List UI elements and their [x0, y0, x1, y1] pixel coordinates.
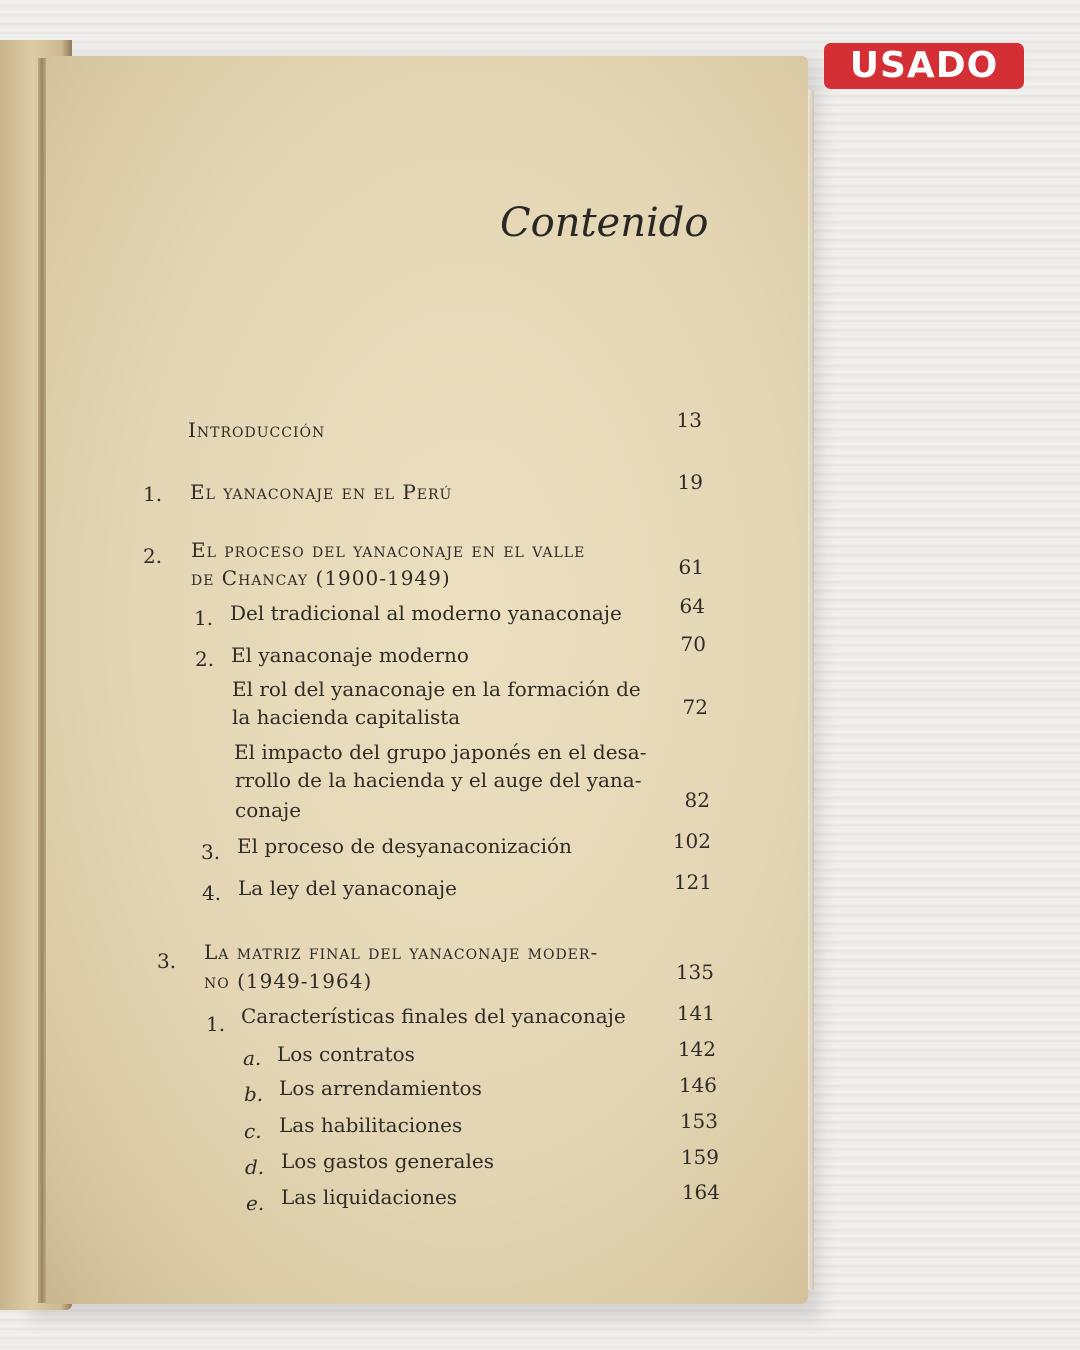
toc-section-number: 1.	[206, 1012, 226, 1036]
toc-page-number: 121	[673, 870, 712, 894]
toc-chapter-number: 2.	[143, 544, 163, 568]
toc-page-number: 164	[681, 1180, 720, 1204]
toc-page-number: 70	[680, 632, 706, 656]
toc-page-number: 141	[676, 1001, 715, 1025]
toc-chapter-number: 3.	[157, 949, 177, 973]
toc-section-number: 3.	[201, 840, 221, 864]
toc-page-number: 142	[677, 1037, 716, 1061]
toc-entry-section: Características finales del yanaconaje	[241, 1004, 626, 1028]
toc-page-number: 19	[677, 470, 703, 494]
toc-subsection-letter: b.	[244, 1082, 264, 1106]
toc-page-number: 13	[676, 408, 702, 432]
toc-entry-subsection: Las liquidaciones	[281, 1185, 458, 1209]
toc-section-number: 1.	[194, 606, 214, 630]
toc-entry-subsection-line-2: rrollo de la hacienda y el auge del yana-	[235, 768, 642, 792]
toc-page-number: 153	[679, 1109, 718, 1133]
toc-entry-subsection: Las habilitaciones	[279, 1113, 463, 1137]
toc-page-number: 64	[679, 594, 705, 618]
toc-entry-subsection-line-1: El rol del yanaconaje en la formación de	[232, 677, 641, 701]
used-badge: USADO	[824, 43, 1024, 89]
toc-entry-subsection: Los arrendamientos	[279, 1076, 482, 1100]
toc-entry-chapter-3-line-2: no (1949-1964)	[204, 969, 373, 993]
toc-page-number: 159	[680, 1145, 719, 1169]
toc-subsection-letter: e.	[246, 1191, 265, 1215]
toc-section-number: 2.	[195, 647, 215, 671]
toc-entry-chapter-2-line-1: El proceso del yanaconaje en el valle	[191, 538, 586, 562]
toc-entry-chapter-2-line-2: de Chancay (1900-1949)	[191, 566, 451, 590]
toc-entry-section: El proceso de desyanaconización	[237, 834, 572, 858]
toc-subsection-letter: c.	[244, 1119, 262, 1143]
toc-entry-chapter-1: El yanaconaje en el Perú	[190, 480, 453, 504]
toc-entry-section: La ley del yanaconaje	[238, 876, 457, 900]
toc-entry-subsection: Los contratos	[277, 1042, 415, 1066]
book-spine	[38, 58, 46, 1303]
toc-entry-subsection-line-3: conaje	[235, 798, 302, 822]
toc-entry-subsection-line-2: la hacienda capitalista	[232, 705, 461, 729]
toc-page-number: 82	[684, 788, 710, 812]
toc-page-number: 61	[678, 555, 704, 579]
toc-entry-chapter-3-line-1: La matriz final del yanaconaje moder-	[204, 940, 599, 964]
toc-entry-section: Del tradicional al moderno yanaconaje	[230, 601, 622, 625]
toc-entry-subsection: Los gastos generales	[281, 1149, 494, 1173]
toc-page-number: 72	[682, 695, 708, 719]
toc-chapter-number: 1.	[143, 482, 163, 506]
toc-entry-section: El yanaconaje moderno	[231, 643, 469, 667]
toc-entry-intro: Introducción	[188, 418, 326, 442]
toc-page-number: 135	[675, 960, 714, 984]
page-title: Contenido	[500, 200, 709, 246]
toc-entry-subsection-line-1: El impacto del grupo japonés en el desa-	[234, 740, 647, 764]
toc-subsection-letter: a.	[243, 1046, 262, 1070]
toc-subsection-letter: d.	[245, 1155, 265, 1179]
toc-section-number: 4.	[202, 881, 222, 905]
toc-page-number: 102	[672, 829, 711, 853]
toc-page-number: 146	[678, 1073, 717, 1097]
